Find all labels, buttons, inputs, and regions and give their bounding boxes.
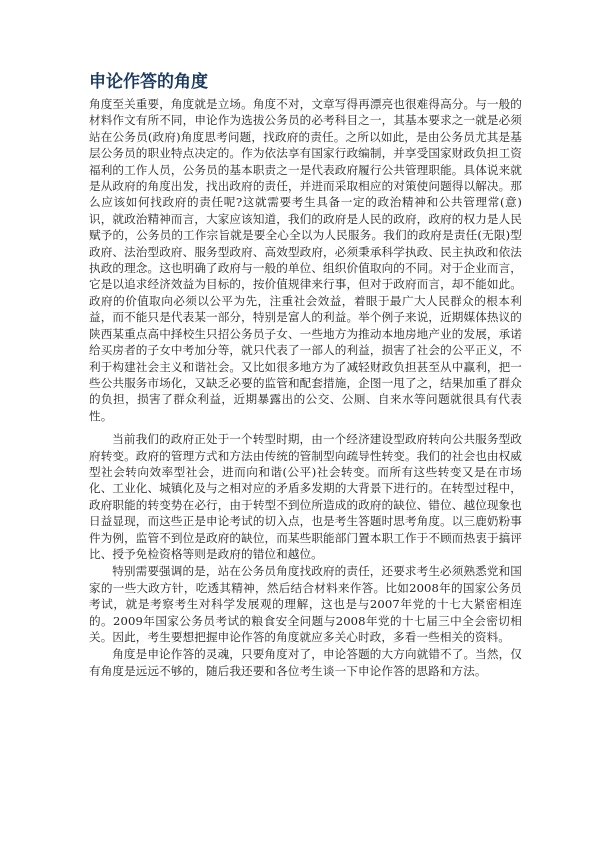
paragraph-gap [89,424,522,430]
paragraph-1: 角度至关重要，角度就是立场。角度不对，文章写得再漂亮也很难得高分。与一般的材料作文有所不同，申论作为选拔公务员的必考科目之一，其基本要求之一就是必须站在公务员(政府)角度思考问题，找政府的责任。之所以如此，是由公务员尤其是基层公务员的职业特点决定的。作为依法享有国家行政编制，并享受国家财政负担工资福利的工作人员，公务员的基本职责之一是代表政府履行公共管理职能。具体说来就是从政府的角度出发，找出政府的责任，并进而采取相应的对策使问题得以解决。那么应该如何找政府的责任呢?这就需要考生具备一定的政治精神和公共管理常(意)识，就政治精神而言，大家应该知道，我们的政府是人民的政府，政府的权力是人民赋予的，公务员的工作宗旨就是要全心全以为人民服务。我们的政府是责任(无限)型政府、法治型政府、服务型政府、高效型政府，必须秉承科学执政、民主执政和依法执政的理念。这也明确了政府与一般的单位、组织价值取向的不同。对于企业而言，它是以追求经济效益为目标的，按价值规律来行事，但对于政府而言，却不能如此。政府的价值取向必须以公平为先，注重社会效益，着眼于最广大人民群众的根本利益，而不能只是代表某一部分，特别是富人的利益。举个例子来说，近期媒体热议的陕西某重点高中择校生只招公务员子女、一些地方为推动本地房地产业的发展，承诺给买房者的子女中考加分等，就只代表了一部人的利益，损害了社会的公平正义，不利于构建社会主义和谐社会。又比如很多地方为了减轻财政负担甚至从中赢利，把一些公共服务市场化，又缺乏必要的监管和配套措施，企图一甩了之，结果加重了群众的负担，损害了群众利益，近期暴露出的公交、公厕、自来水等问题就很具有代表性。 [89,97,522,423]
paragraph-3: 特别需要强调的是，站在公务员角度找政府的责任，还要求考生必须熟悉党和国家的一些大政方针，吃透其精神，然后结合材料来作答。比如2008年的国家公务员考试，就是考察考生对科学发展观的理解，这也是与2007年党的十七大紧密相连的。2009年国家公务员考试的粮食安全问题与2008年党的十七届三中全会密切相关。因此，考生要想把握申论作答的角度就应多关心时政，多看一些相关的资料。 [89,564,522,644]
document-title: 申论作答的角度 [89,72,208,92]
paragraph-4: 角度是申论作答的灵魂，只要角度对了，申论答题的大方向就错不了。当然，仅有角度是远远不够的，随后我还要和各位考生谈一下申论作答的思路和方法。 [89,647,522,678]
paragraph-2: 当前我们的政府正处于一个转型时期，由一个经济建设型政府转向公共服务型政府转变。政府的管理方式和方法由传统的管制型向疏导性转变。我们的社会也由权威型社会转向效率型社会，进而向和谐(公平)社会转变。而所有这些转变又是在市场化、工业化、城镇化及与之相对应的矛盾多发期的大背景下进行的。在转型过程中，政府职能的转变势在必行，由于转型不到位所造成的政府的缺位、错位、越位现象也日益显现，而这些正是申论考试的切入点，也是考生答题时思考角度。以三鹿奶粉事件为例，监管不到位是政府的缺位，而某些职能部门置本职工作于不顾而热衷于搞评比、授予免检资格等则是政府的错位和越位。 [89,432,522,561]
